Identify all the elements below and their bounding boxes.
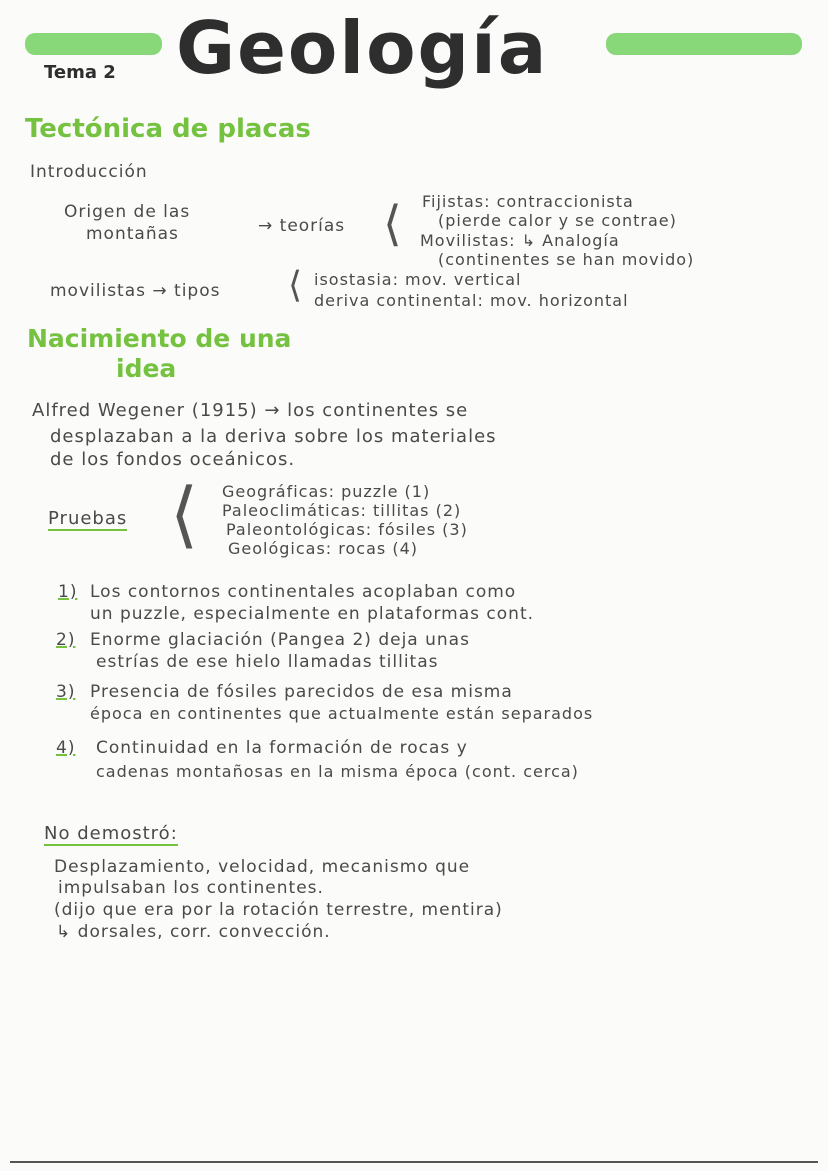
no-demostro-line1: Desplazamiento, velocidad, mecanismo que [54,857,471,877]
section-heading-tectonica: Tectónica de placas [25,114,311,144]
item-1-line2: un puzzle, especialmente en plataformas cont. [90,604,535,624]
prueba-paleoclimaticas: Paleoclimáticas: tillitas (2) [222,501,462,520]
origen-line2: montañas [86,224,179,244]
brace-teorias: ⟨ [383,196,402,252]
movilistas-line2: (continentes se han movido) [438,250,695,269]
no-demostro-label: No demostró: [44,823,178,844]
section-heading-idea: idea [116,354,177,383]
fijistas-line2: (pierde calor y se contrae) [438,211,677,230]
item-4-line2: cadenas montañosas en la misma época (cont. cerca) [96,762,579,781]
deriva-line: deriva continental: mov. horizontal [314,291,629,310]
tema-label: Tema 2 [44,62,116,83]
origen-line1: Origen de las [64,202,191,222]
header-highlight-left [25,33,162,55]
item-3-line1: Presencia de fósiles parecidos de esa misma [90,682,513,702]
brace-pruebas: ⟨ [170,472,199,556]
no-demostro-line3: (dijo que era por la rotación terrestre, mentira) [54,900,503,920]
fijistas-line1: Fijistas: contraccionista [422,192,634,211]
movilistas-line1: Movilistas: ↳ Analogía [420,231,620,250]
brace-tipos: ⟨ [288,265,303,306]
no-demostro-line2: impulsaban los continentes. [58,878,324,898]
page-title: Geología [176,6,549,90]
arrow-teorias: → teorías [258,216,346,236]
item-2-number: 2) [56,630,76,650]
no-demostro-line4: ↳ dorsales, corr. convección. [56,922,331,942]
section-heading-nacimiento: Nacimiento de una [27,324,292,353]
movilistas-tipos: movilistas → tipos [50,281,221,301]
item-2-line2: estrías de ese hielo llamadas tillitas [96,652,439,672]
wegener-line3: de los fondos oceánicos. [50,449,296,470]
wegener-line2: desplazaban a la deriva sobre los materiales [50,426,497,447]
intro-label: Introducción [30,162,148,182]
prueba-geologicas: Geológicas: rocas (4) [228,539,418,558]
item-3-line2: época en continentes que actualmente están separados [90,704,594,723]
item-4-line1: Continuidad en la formación de rocas y [96,738,468,758]
prueba-paleontologicas: Paleontológicas: fósiles (3) [226,520,468,539]
isostasia-line: isostasia: mov. vertical [314,270,522,289]
item-4-number: 4) [56,738,76,758]
pruebas-label: Pruebas [48,508,128,529]
item-1-number: 1) [58,582,78,602]
item-1-line1: Los contornos continentales acoplaban como [90,582,517,602]
wegener-line1: Alfred Wegener (1915) → los continentes se [32,400,469,421]
item-3-number: 3) [56,682,76,702]
prueba-geograficas: Geográficas: puzzle (1) [222,482,431,501]
bottom-border [10,1161,818,1163]
item-2-line1: Enorme glaciación (Pangea 2) deja unas [90,630,470,650]
header-highlight-right [606,33,802,55]
